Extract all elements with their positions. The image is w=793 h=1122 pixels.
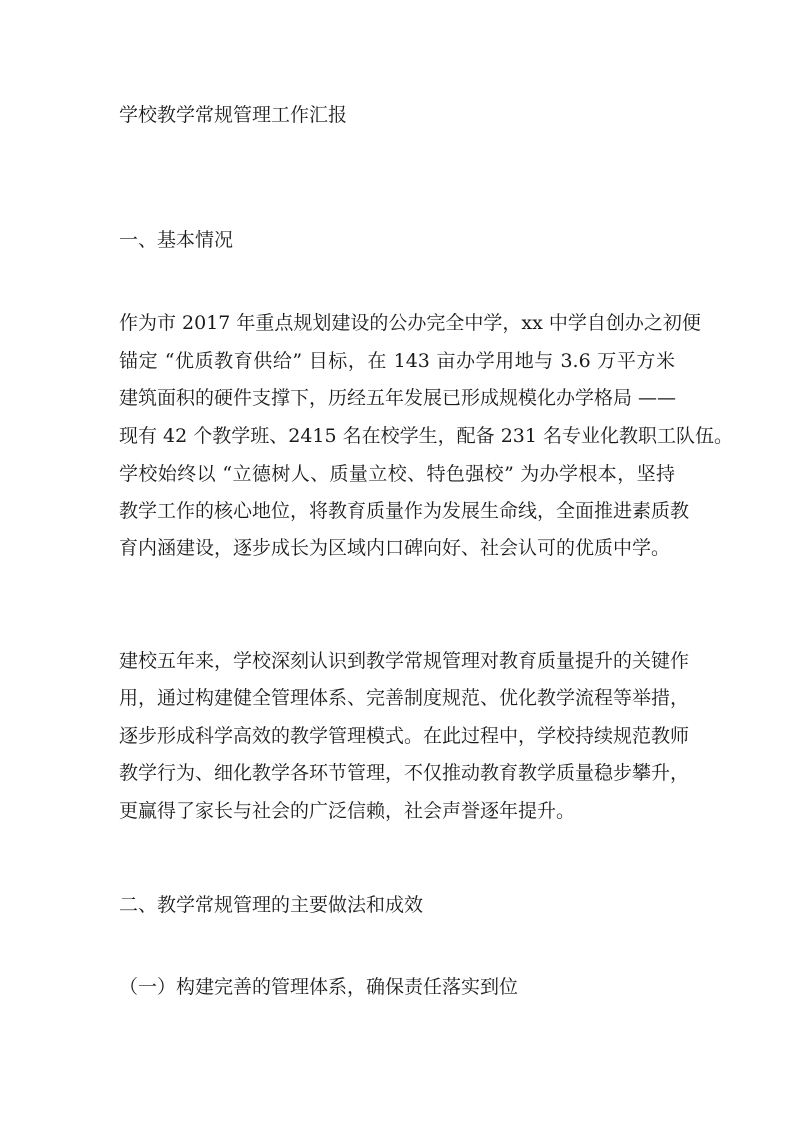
paragraph-line: 建筑面积的硬件支撑下，历经五年发展已形成规模化办学格局 —— bbox=[119, 387, 677, 409]
paragraph-line: 更赢得了家长与社会的广泛信赖，社会声誉逐年提升。 bbox=[119, 800, 576, 822]
paragraph-line: 现有 42 个教学班、2415 名在校学生，配备 231 名专业化教职工队伍。 bbox=[119, 425, 733, 447]
subsection-heading-management-system: （一）构建完善的管理体系，确保责任落实到位 bbox=[119, 976, 519, 998]
paragraph-line: 教学工作的核心地位，将教育质量作为发展生命线，全面推进素质教 bbox=[119, 500, 690, 522]
paragraph-line: 作为市 2017 年重点规划建设的公办完全中学，xx 中学自创办之初便 bbox=[119, 312, 701, 334]
paragraph-line: 学校始终以 “立德树人、质量立校、特色强校” 为办学根本，坚持 bbox=[119, 463, 675, 485]
paragraph-line: 教学行为、细化教学各环节管理，不仅推动教育教学质量稳步攀升， bbox=[119, 762, 690, 784]
section-heading-basic-info: 一、基本情况 bbox=[119, 229, 234, 251]
section-heading-practices: 二、教学常规管理的主要做法和成效 bbox=[119, 894, 424, 916]
paragraph-line: 育内涵建设，逐步成长为区域内口碑向好、社会认可的优质中学。 bbox=[119, 537, 671, 559]
paragraph-line: 用，通过构建健全管理体系、完善制度规范、优化教学流程等举措， bbox=[119, 687, 690, 709]
paragraph-line: 锚定 “优质教育供给” 目标，在 143 亩办学用地与 3.6 万平方米 bbox=[119, 350, 675, 372]
paragraph-line: 建校五年来，学校深刻认识到教学常规管理对教育质量提升的关键作 bbox=[119, 650, 690, 672]
document-title: 学校教学常规管理工作汇报 bbox=[119, 104, 348, 126]
paragraph-line: 逐步形成科学高效的教学管理模式。在此过程中，学校持续规范教师 bbox=[119, 725, 690, 747]
